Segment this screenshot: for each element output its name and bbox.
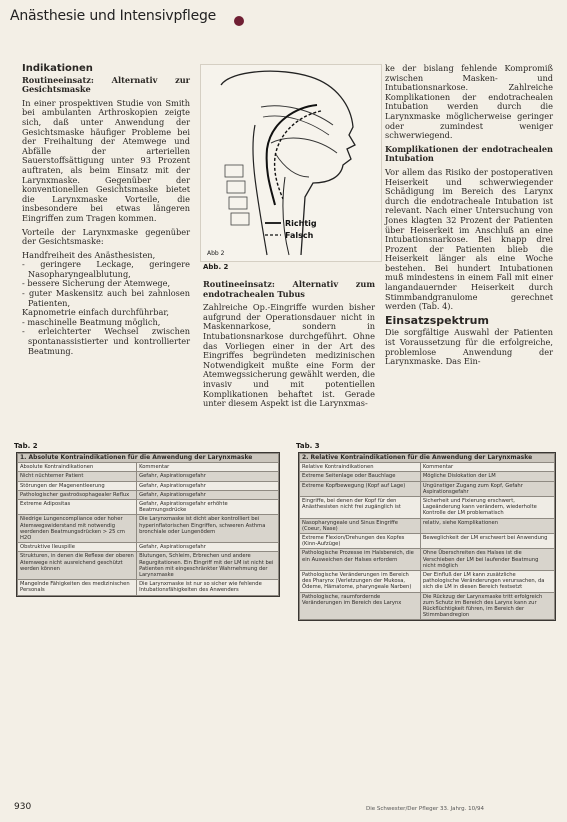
section-dot-icon	[234, 16, 244, 26]
table-3-title: 2. Relative Kontraindikationen für die Anwendung der Larynxmaske	[300, 454, 555, 463]
table-2-col-header: Absolute Kontraindikationen	[18, 463, 137, 472]
table-row	[300, 472, 555, 481]
legend-richtig: Richtig	[285, 219, 317, 228]
table-cell: Ohne Überschreiten des Halses ist die Verschieben der LM bei laufender Beatmung nicht möglich	[420, 549, 554, 571]
page-title: Anästhesie und Intensivpflege	[10, 8, 217, 24]
subheading-gesichtsmaske: Routineeinsatz: Alternativ zur Gesichtsmaske	[22, 74, 190, 95]
table-3-label: Tab. 3	[296, 442, 320, 450]
middle-paragraph: Zahlreiche Op.-Eingriffe wurden bisher aufgrund der Operationsdauer nicht in Maskennarkose, sondern in Intubationsnarkose durchgeführt. Ohne das Vorliegen einer in der Art des Eingriffes begründeten medizinischen Notwendigkeit mußte eine Form der Atemwegssicherung gewählt werden, die invasiv und mit potentiellen Komplikationen behaftet ist. Gerade unter diesem Aspekt ist die Larynxmas-	[203, 302, 375, 409]
table-cell: Die Larynxmaske ist dicht aber kontrolliert bei hyperinflatorischen Eingriffen, schweren Asthma bronchiale oder Lungenödem	[137, 515, 279, 543]
table-cell: Pathologische Prozesse im Halsbereich, die ein Ausweichen der Halses erfordern	[300, 549, 421, 571]
table-cell: Störungen der Magenentleerung	[18, 481, 137, 490]
right-paragraph-1: ke der bislang fehlende Kompromiß zwischen Masken- und Intubationsnarkose. Zahlreiche Komplikationen der endotrachealen Intubation werden durch die Larynxmaske möglicherweise geringer oder zumindest weniger schwerwiegend.	[385, 63, 553, 141]
figure-label: Abb 2	[207, 250, 225, 257]
right-paragraph-3: Die sorgfältige Auswahl der Patienten ist Voraussetzung für die erfolgreiche, problemlose Anwendung der Larynxmaske. Das Ein-	[385, 327, 553, 367]
table-2	[16, 452, 280, 597]
table-cell: Gefahr, Aspirationsgefahr	[137, 490, 279, 499]
table-row	[300, 549, 555, 571]
table-cell: relativ, siehe Komplikationen	[420, 518, 554, 533]
anatomy-figure	[200, 64, 382, 262]
table-cell: Mögliche Dislokation der LM	[420, 472, 554, 481]
subheading-komplikationen: Komplikationen der endotrachealen Intubation	[385, 143, 553, 164]
table-cell: Extreme Adipositas	[18, 500, 137, 515]
table-cell: Extreme Flexion/Drehungen des Kopfes (Kinn-Aufzüge)	[300, 534, 421, 549]
figure-caption: Abb. 2	[203, 263, 229, 271]
middle-column	[203, 280, 375, 413]
table-cell: Mangelnde Fähigkeiten des medizinischen Personals	[18, 580, 137, 595]
table-cell: Ungünstiger Zugang zum Kopf, Gefahr Aspirationsgefahr	[420, 481, 554, 496]
table-row	[300, 571, 555, 593]
table-cell: Nasopharyngeale und Sinus Eingriffe (Coeur, Nase)	[300, 518, 421, 533]
table-cell: Die Rückzug der Larynxmaske tritt erfolgreich zum Schutz im Bereich des Larynx kann zur Rückflüchtigkeit führen, im Bereich der Stimmbandregion	[420, 592, 554, 620]
table-3-col-header: Kommentar	[420, 463, 554, 472]
table-cell: Pathologische Veränderungen im Bereich des Pharynx (Verletzungen der Mukosa, Ödeme, Hämatome, pharyngeale Narben)	[300, 571, 421, 593]
section-heading-indikationen: Indikationen	[22, 63, 93, 74]
table-row	[300, 481, 555, 496]
table-row	[300, 518, 555, 533]
table-cell: Pathologischer gastroösophagealer Reflux	[18, 490, 137, 499]
legend-falsch: Falsch	[285, 231, 314, 240]
page-number: 930	[14, 802, 32, 812]
table-cell: Nicht nüchterner Patient	[18, 472, 137, 481]
list-item: - erleichterter Wechsel zwischen spontanassistierter und kontrollierter Beatmung.	[22, 326, 190, 356]
advantages-list	[22, 251, 190, 357]
table-row	[18, 500, 279, 515]
table-cell: Extreme Kopfbewegung (Kopf auf Lage)	[300, 481, 421, 496]
left-column	[22, 64, 190, 360]
journal-footer: Die Schwester/Der Pfleger 33. Jahrg. 10/94	[366, 806, 484, 812]
table-row	[18, 481, 279, 490]
list-item: - geringere Leckage, geringere Nasopharyngealblutung,	[22, 259, 190, 279]
table-2-title: 1. Absolute Kontraindikationen für die Anwendung der Larynxmaske	[18, 454, 279, 463]
table-3-col-header: Relative Kontraindikationen	[300, 463, 421, 472]
right-column	[385, 64, 553, 371]
table-cell: Beweglichkeit der LM erschwert bei Anwendung	[420, 534, 554, 549]
table-cell: Strukturen, in denen die Reflexe der oberen Atemwege nicht ausreichend geschützt werden können	[18, 552, 137, 580]
table-row	[18, 472, 279, 481]
table-row	[18, 580, 279, 595]
left-paragraph-1: In einer prospektiven Studie von Smith bei ambulanten Arthroskopien zeigte sich, daß unter Anwendung der Gesichtsmaske häufiger Probleme bei der Freihaltung der Atemwege und Abfälle der arteriellen Sauerstoffsättigung unter 93 Prozent auftraten, als beim Einsatz mit der Larynxmaske. Gegenüber der konventionellen Gesichtsmaske bietet die Larynxmaske Vorteile, die insbesondere bei etwas längeren Eingriffen zum Tragen kommen.	[22, 97, 190, 223]
table-cell: Sicherheit und Fixierung erschwert, Lageänderung kann verändern, wiederholte Kontrolle der LM problematisch	[420, 497, 554, 519]
table-cell: Niedrige Lungencompliance oder hoher Atemwegswiderstand mit notwendig werdenden Beatmungsdrücken > 25 cm H2O	[18, 515, 137, 543]
table-row	[300, 592, 555, 620]
table-row	[300, 534, 555, 549]
table-cell: Blutungen, Schleim, Erbrechen und andere Regurgitationen. Ein Eingriff mit der LM ist nicht bei Patienten mit eingeschränkter Wahrnehmung der Larynxmaske	[137, 552, 279, 580]
table-cell: Die Larynxmaske ist nur so sicher wie fehlende Intubationsfähigkeiten des Anwenders	[137, 580, 279, 595]
table-row	[18, 515, 279, 543]
table-2-col-header: Kommentar	[137, 463, 279, 472]
list-item: - bessere Sicherung der Atemwege,	[22, 278, 171, 289]
subheading-tubus: Routineeinsatz: Alternativ zum endotrachealen Tubus	[203, 279, 375, 299]
table-cell: Gefahr, Aspirationsgefahr	[137, 472, 279, 481]
table-cell: Gefahr, Aspirationsgefahr erhöhte Beatmungsdrücke	[137, 500, 279, 515]
list-item: Kapnometrie einfach durchführbar,	[22, 307, 169, 318]
table-3	[298, 452, 556, 621]
table-row	[18, 543, 279, 552]
table-row	[300, 497, 555, 519]
section-heading-einsatzspektrum: Einsatzspektrum	[385, 313, 489, 327]
table-cell: Pathologische, raumfordernde Veränderungen im Bereich des Larynx	[300, 592, 421, 620]
table-cell: Extreme Seitenlage oder Bauchlage	[300, 472, 421, 481]
table-cell: Obstruktive Ileuspille	[18, 543, 137, 552]
list-item: Handfreiheit des Anästhesisten,	[22, 249, 156, 260]
table-cell: Der Einfluß der LM kann zusätzliche pathologische Veränderungen verursachen, da sich die LM in diesen Bereich festsetzt	[420, 571, 554, 593]
left-paragraph-2: Vorteile der Larynxmaske gegenüber der Gesichtsmaske:	[22, 226, 190, 247]
right-paragraph-2: Vor allem das Risiko der postoperativen Heiserkeit und schwerwiegender Schädigung im Bereich des Larynx durch die endotracheale Intubation ist relevant. Nach einer Untersuchung von Jones klagten 32 Prozent der Patienten über Heiserkeit im Anschluß an eine Intubationsnarkose. Bei knapp drei Prozent der Patienten blieb die Heiserkeit länger als eine Woche bestehen. Bei hundert Intubationen muß mindestens in einem Fall mit einer langandauernder Heiserkeit durch Stimmbandgranulome gerechnet werden (Tab. 4).	[385, 166, 553, 312]
table-cell: Eingriffe, bei denen der Kopf für den Anästhesisten nicht frei zugänglich ist	[300, 497, 421, 519]
table-2-label: Tab. 2	[14, 442, 38, 450]
list-item: - guter Maskensitz auch bei zahnlosen Patienten,	[22, 288, 190, 308]
table-cell: Gefahr, Aspirationsgefahr	[137, 543, 279, 552]
table-row	[18, 490, 279, 499]
table-cell: Gefahr, Aspirationsgefahr	[137, 481, 279, 490]
list-item: - maschinelle Beatmung möglich,	[22, 316, 161, 327]
larynx-mask-illustration	[201, 65, 381, 261]
table-row	[18, 552, 279, 580]
